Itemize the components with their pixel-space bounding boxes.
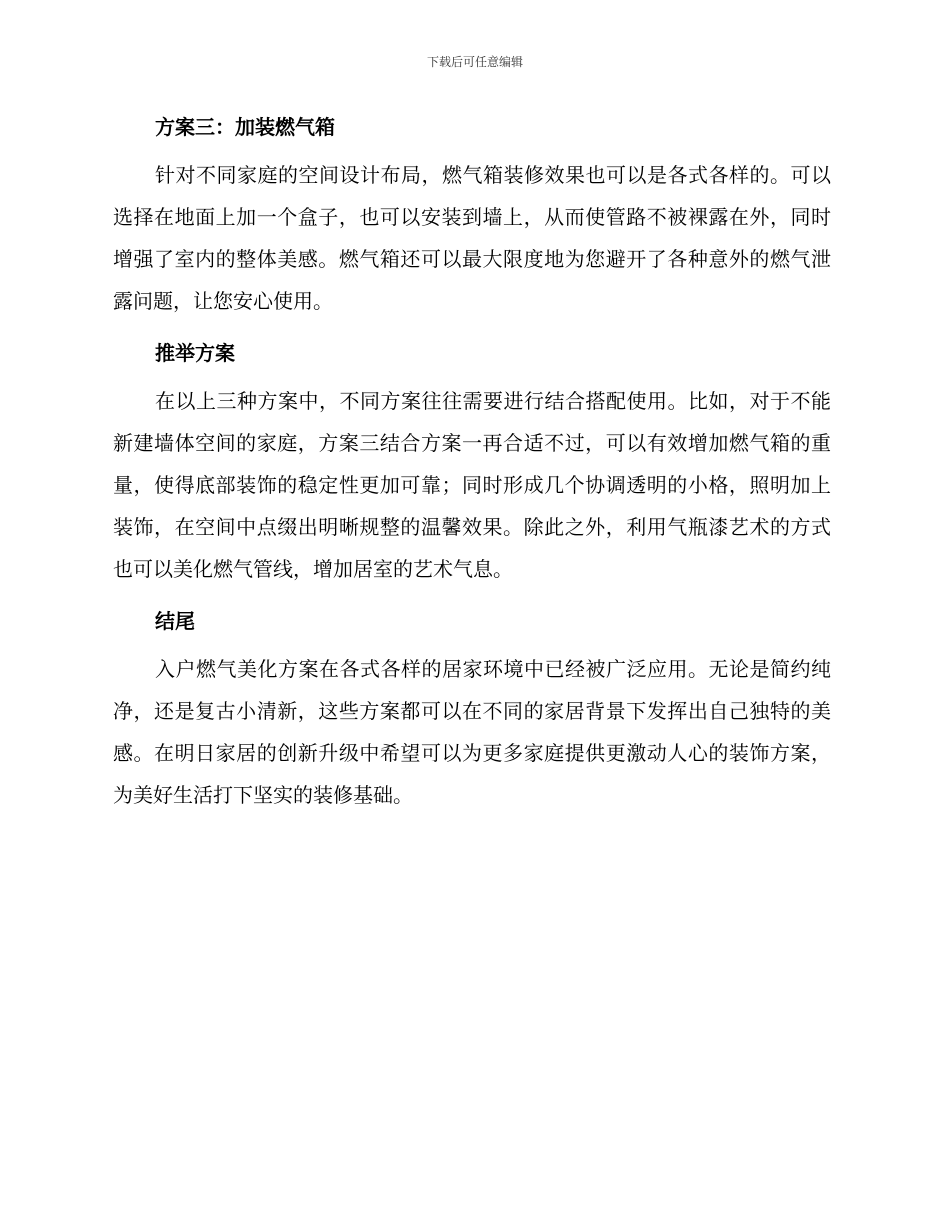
section-paragraph: 针对不同家庭的空间设计布局，燃气箱装修效果也可以是各式各样的。可以选择在地面上加一个盒子，也可以安装到墙上，从而使管路不被裸露在外，同时增强了室内的整体美感。燃气箱还可以最大限度地为您避开了各种意外的燃气泄露问题，让您安心使用。 [113,163,831,313]
section-recommended-plan [113,334,831,590]
section-conclusion [113,602,831,816]
page-header: 下载后可任意编辑 [426,55,523,69]
section-paragraph: 入户燃气美化方案在各式各样的居家环境中已经被广泛应用。无论是简约纯净，还是复古小清新，这些方案都可以在不同的家居背景下发挥出自己独特的美感。在明日家居的创新升级中希望可以为更多家庭提供更激动人心的装饰方案，为美好生活打下坚实的装修基础。 [113,657,831,807]
section-plan-three [113,108,831,322]
section-paragraph: 在以上三种方案中，不同方案往往需要进行结合搭配使用。比如，对于不能新建墙体空间的家庭，方案三结合方案一再合适不过，可以有效增加燃气箱的重量，使得底部装饰的稳定性更加可靠；同时形成几个协调透明的小格，照明加上装饰，在空间中点缀出明晰规整的温馨效果。除此之外，利用气瓶漆艺术的方式也可以美化燃气管线，增加居室的艺术气息。 [113,389,831,581]
document-body [113,108,831,828]
section-title: 推举方案 [155,341,235,365]
section-title: 方案三：加装燃气箱 [155,115,335,139]
section-title: 结尾 [155,609,195,633]
